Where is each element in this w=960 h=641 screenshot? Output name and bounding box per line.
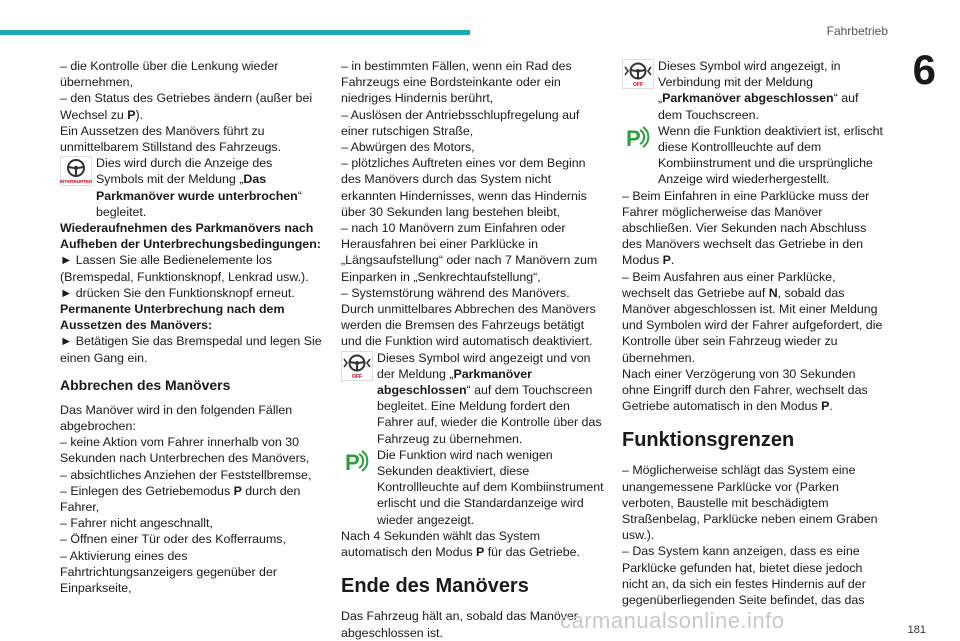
list-item: – Auslösen der Antriebsschlupfregelung auf einer rutschigen Straße, [341, 107, 580, 138]
paragraph: Nach 4 Sekunden wählt das System automatisch den Modus P für das Getriebe. [341, 528, 580, 560]
list-item: – Fahrer nicht angeschnallt, [60, 516, 213, 531]
svg-text:P: P [345, 449, 360, 475]
list-item: – nach 10 Manövern zum Einfahren oder Herausfahren bei einer Parklücke in „Längsaufstellung“ oder nach 7 Manövern zum Einparken in „Senkrechtaufstellung“, [341, 221, 598, 284]
paragraph: Dieses Symbol wird angezeigt, in Verbindung mit der Meldung „Parkmanöver abgeschlossen“ auf dem Touchscreen. [658, 59, 859, 122]
section-heading: Funktionsgrenzen [622, 429, 795, 452]
list-item: – Abwürgen des Motors, [341, 140, 475, 155]
paragraph: Ein Aussetzen des Manövers führt zu unmittelbarem Stillstand des Fahrzeugs. [60, 123, 282, 155]
paragraph: Durch unmittelbares Abbrechen des Manövers werden die Bremsen des Fahrzeugs betätigt und die Funktion wird automatisch deaktiviert. [341, 302, 596, 349]
list-item: – in bestimmten Fällen, wenn ein Rad des Fahrzeugs eine Bordsteinkante oder ein niedriges Hindernis berührt, [341, 59, 572, 106]
list-item: – Beim Einfahren in eine Parklücke muss der Fahrer möglicherweise das Manöver abschließen. Vier Sekunden nach Abschluss des Manövers wechselt das Getriebe in den Modus P. [622, 188, 870, 268]
list-item: – Aktivierung eines des Fahrtrichtungsanzeigers gegenüber der Einparkseite, [60, 548, 277, 596]
paragraph: Nach einer Verzögerung von 30 Sekunden ohne Eingriff durch den Fahrer, wechselt das Getriebe automatisch in den Modus P. [622, 366, 868, 414]
list-item: – Einlegen des Getriebemodus P durch den Fahrer, [60, 483, 301, 515]
svg-text:OFF: OFF [633, 82, 643, 88]
column-1 [60, 58, 322, 596]
paragraph: Dies wird durch die Anzeige des Symbols mit der Meldung „Das Parkmanöver wurde unterbrochen“ begleitet. [96, 156, 302, 219]
park-assist-icon [622, 123, 654, 155]
subheading: Wiederaufnehmen des Parkmanövers nach Aufheben der Unterbrechungsbedingungen: [60, 221, 321, 252]
svg-text:INTERRUPTED: INTERRUPTED [60, 179, 92, 185]
park-assist-icon [341, 447, 373, 479]
list-item: – Das System kann anzeigen, dass es eine Parklücke gefunden hat, bietet diese jedoch nicht an, da sich ein festes Hindernis auf der gegenüberliegenden Seite befindet, das das [622, 544, 866, 608]
list-item: – keine Aktion vom Fahrer innerhalb von 30 Sekunden nach Unterbrechen des Manövers, [60, 435, 310, 466]
steering-wheel-interrupted-icon [60, 155, 92, 187]
list-item: – absichtliches Anziehen der Feststellbremse, [60, 467, 312, 482]
list-item: – Systemstörung während des Manövers. [341, 285, 570, 300]
icon-note [622, 123, 884, 188]
list-item: – Beim Ausfahren aus einer Parklücke, wechselt das Getriebe auf N, sobald das Manöver abgeschlossen ist. Mit einer Meldung und Symbolen wird der Fahrer aufgefordert, die Kontrolle über sein Fahrzeug wieder zu übernehmen. [622, 269, 883, 365]
icon-note [341, 447, 605, 528]
paragraph: – die Kontrolle über die Lenkung wieder übernehmen, [60, 59, 279, 90]
paragraph: Dieses Symbol wird angezeigt und von der Meldung „Parkmanöver abgeschlossen“ auf dem Touchscreen begleitet. Eine Meldung fordert den Fahrer auf, wieder die Kontrolle über das Fahrzeug zu übernehmen. [377, 350, 602, 446]
icon-note [622, 58, 884, 123]
steering-wheel-off-icon [341, 350, 373, 382]
accent-bar [0, 30, 470, 35]
column-3 [622, 58, 884, 608]
paragraph: Die Funktion wird nach wenigen Sekunden deaktiviert, diese Kontrollleuchte auf dem Kombiinstrument erlischt und die Standardanzeige wird wieder angezeigt. [377, 447, 604, 527]
subheading: Permanente Unterbrechung nach dem Aussetzen des Manövers: [60, 302, 285, 333]
paragraph: Das Manöver wird in den folgenden Fällen abgebrochen: [60, 402, 293, 434]
paragraph: Wenn die Funktion deaktiviert ist, erlischt diese Kontrollleuchte auf dem Kombiinstrument und die ursprüngliche Anzeige wird wiederhergestellt. [658, 123, 883, 187]
paragraph: – den Status des Getriebes ändern (außer bei Wechsel zu P). [60, 91, 313, 122]
watermark: carmanualsonline.info [560, 608, 785, 633]
step: ► drücken Sie den Funktionsknopf erneut. [60, 285, 295, 300]
list-item: – Öffnen einer Tür oder des Kofferraums, [60, 532, 286, 547]
chapter-number: 6 [912, 46, 936, 93]
paragraph: Das Fahrzeug hält an, sobald das Manöver abgeschlossen ist. [341, 609, 578, 640]
step: ► Betätigen Sie das Bremspedal und legen Sie einen Gang ein. [60, 334, 322, 365]
svg-text:OFF: OFF [352, 373, 362, 380]
icon-note [341, 350, 605, 447]
list-item: – plötzliches Auftreten eines vor dem Beginn des Manövers durch das System nicht erkannten Hindernisses, wenn das Hindernis über 30 Sekunden lang bestehen bleibt, [341, 156, 587, 219]
svg-text:P: P [626, 125, 641, 151]
icon-note [60, 155, 322, 220]
page-number: 181 [907, 624, 926, 636]
section-heading: Abbrechen des Manövers [60, 376, 231, 393]
steering-wheel-off-icon [622, 58, 654, 90]
list-item: – Möglicherweise schlägt das System eine unangemessene Parklücke vor (Parken verboten, Baustelle mit beschädigtem Straßenbelag, Parklücke neben einem Graben usw.). [622, 463, 878, 543]
section-title: Fahrbetrieb [826, 24, 888, 38]
step: ► Lassen Sie alle Bedienelemente los (Bremspedal, Funktionsknopf, Lenkrad usw.). [60, 253, 309, 284]
section-heading: Ende des Manövers [341, 575, 529, 598]
column-2 [341, 58, 605, 641]
